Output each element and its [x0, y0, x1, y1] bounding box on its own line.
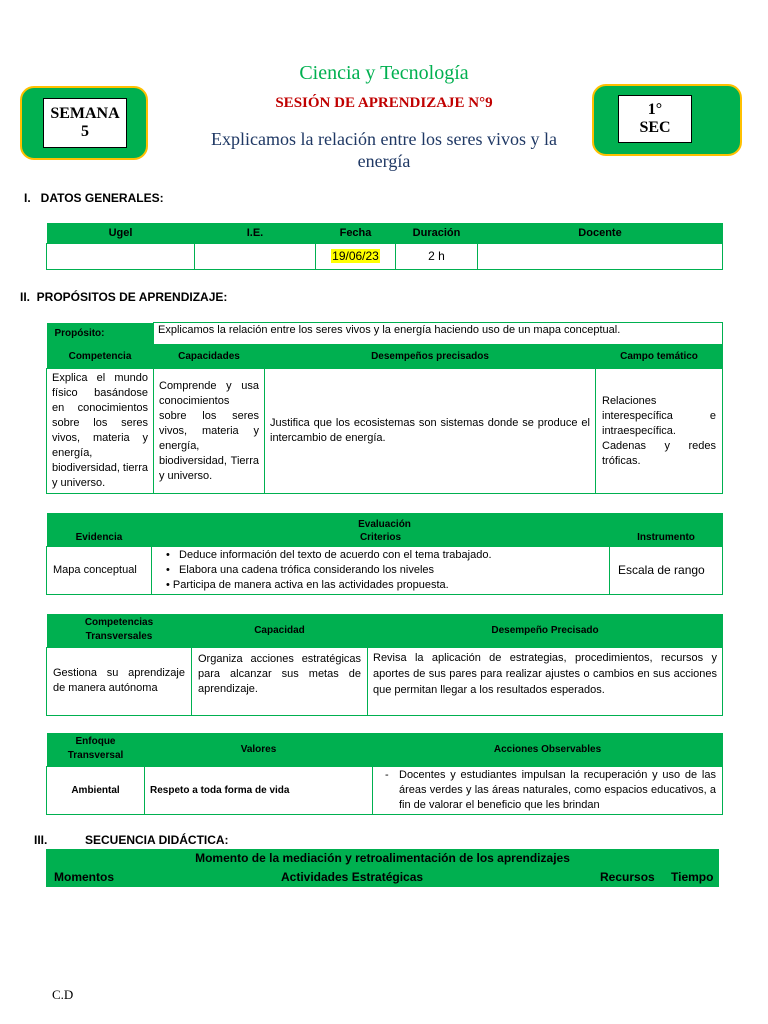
- col-desempeno-precisado: Desempeño Precisado: [368, 614, 723, 647]
- ie-value: [195, 243, 316, 269]
- capacidades-text: Comprende y usa conocimientos sobre los seres vivos, materia y energía, biodiversidad, Tierra y universo.: [154, 369, 265, 494]
- evaluacion-title: Evaluación: [47, 513, 723, 530]
- week-label-box: [43, 98, 127, 148]
- competencia-text: Explica el mundo físico basándose en conocimientos sobre los seres vivos, materia y energía, biodiversidad, tierra y universo.: [47, 369, 154, 494]
- session-title: SESIÓN DE APRENDIZAJE N°9: [275, 95, 493, 111]
- proposito-label: Propósito:: [47, 323, 154, 345]
- acciones-item: - Docentes y estudiantes impulsan la recuperación y uso de las áreas verdes y las áreas naturales, como espacios educativos, a fin de valorar el beneficio que les brindan: [385, 768, 716, 811]
- week-label: SEMANA: [50, 105, 120, 122]
- col-actividades: Actividades Estratégicas: [281, 870, 424, 884]
- desempenos-text: Justifica que los ecosistemas son sistemas donde se produce el intercambio de energía.: [265, 369, 596, 494]
- col-capacidades: Capacidades: [154, 345, 265, 369]
- proposito-text: Explicamos la relación entre los seres vivos y la energía haciendo uso de un mapa conceptual.: [154, 323, 723, 345]
- campo-text: Relaciones interespecífica e intraespecífica. Cadenas y redes tróficas.: [596, 369, 723, 494]
- ugel-value: [47, 243, 195, 269]
- instrumento-text: Escala de rango: [610, 546, 723, 594]
- col-fecha: Fecha: [316, 223, 396, 243]
- week-number: 5: [81, 123, 89, 140]
- grade-box: [592, 84, 742, 156]
- col-acciones-observables: Acciones Observables: [373, 733, 723, 766]
- docente-value: [478, 243, 723, 269]
- level-label: SEC: [639, 119, 671, 136]
- evidencia-text: Mapa conceptual: [47, 546, 152, 594]
- week-box: [20, 86, 148, 160]
- col-campo: Campo temático: [596, 345, 723, 369]
- acciones-cell: [373, 766, 723, 814]
- topic-line-1: Explicamos la relación entre los seres vivos y la: [211, 129, 557, 149]
- col-ie: I.E.: [195, 223, 316, 243]
- criterio-item-3: • Participa de manera activa en las actividades propuesta.: [166, 578, 449, 591]
- col-instrumento: Instrumento: [610, 530, 723, 546]
- transversal-capacidad-text: Organiza acciones estratégicas para alcanzar sus metas de aprendizaje.: [192, 647, 368, 715]
- section-3-heading: SECUENCIA DIDÁCTICA:: [85, 833, 229, 847]
- grade-label-box: [618, 95, 692, 143]
- secuencia-banner: Momento de la mediación y retroalimentación de los aprendizajes: [195, 851, 570, 865]
- col-duracion: Duración: [396, 223, 478, 243]
- evaluacion-table: [46, 513, 723, 595]
- enfoque-text: Ambiental: [47, 766, 145, 814]
- dash-icon: -: [385, 768, 389, 781]
- grade-label: 1°: [647, 101, 663, 118]
- col-recursos: Recursos: [600, 870, 655, 884]
- date-cell: [316, 243, 396, 269]
- col-tiempo: Tiempo: [671, 870, 714, 884]
- bullet-icon: •: [166, 563, 170, 576]
- col-capacidad: Capacidad: [192, 614, 368, 647]
- section-1-heading: I. DATOS GENERALES:: [24, 191, 164, 205]
- col-evidencia: Evidencia: [47, 530, 152, 546]
- criterios-cell: [152, 546, 610, 594]
- duration-value: 2 h: [396, 243, 478, 269]
- col-ugel: Ugel: [47, 223, 195, 243]
- date-value: 19/06/23: [332, 249, 379, 263]
- enfoque-table: [46, 733, 723, 815]
- section-3-number: III.: [34, 833, 48, 847]
- transversal-competencia-text: Gestiona su aprendizaje de manera autónoma: [47, 647, 192, 715]
- bullet-icon: •: [166, 578, 170, 591]
- col-valores: Valores: [145, 733, 373, 766]
- topic-title: [150, 128, 618, 172]
- transversal-desempeno-text: Revisa la aplicación de estrategias, procedimientos, recursos y aportes de sus pares para realizar ajustes o cambios en sus acciones que permitan llegar a los resultados esperados.: [368, 647, 723, 715]
- col-competencias-transversales: Competencias Transversales: [47, 614, 192, 647]
- propositos-table: [46, 322, 723, 494]
- bullet-icon: •: [166, 548, 170, 561]
- col-momentos: Momentos: [54, 870, 114, 884]
- criterio-item-1: • Deduce información del texto de acuerdo con el tema trabajado.: [166, 548, 492, 561]
- valores-text: Respeto a toda forma de vida: [145, 766, 373, 814]
- topic-line-2: energía: [357, 151, 411, 171]
- course-title: Ciencia y Tecnología: [299, 62, 469, 84]
- datos-generales-table: [46, 223, 723, 270]
- section-2-heading: II. PROPÓSITOS DE APRENDIZAJE:: [20, 290, 228, 304]
- footer-text: C.D: [52, 987, 74, 1002]
- col-enfoque-transversal: Enfoque Transversal: [47, 733, 145, 766]
- secuencia-header: [46, 849, 719, 887]
- col-criterios: Criterios: [152, 530, 610, 546]
- criterio-item-2: • Elabora una cadena trófica considerando los niveles: [166, 563, 435, 576]
- col-desempenos: Desempeños precisados: [265, 345, 596, 369]
- col-docente: Docente: [478, 223, 723, 243]
- transversales-table: [46, 614, 723, 716]
- col-competencia: Competencia: [47, 345, 154, 369]
